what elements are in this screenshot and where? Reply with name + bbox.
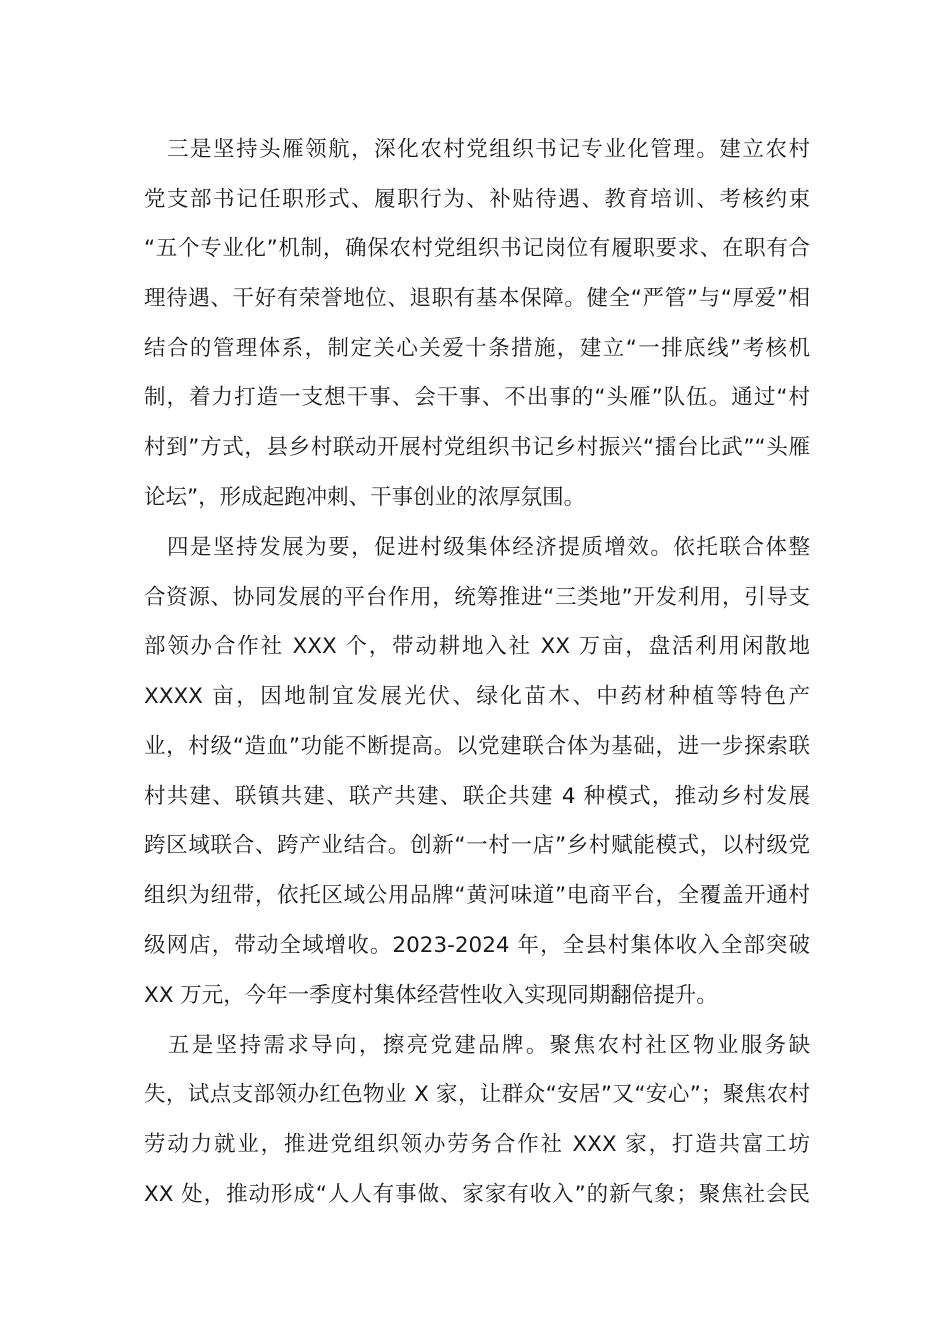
text-line: 跨区域联合、跨产业结合。创新“一村一店”乡村赋能模式，以村级党 [144,833,810,858]
text-line: 村到”方式，县乡村联动开展村党组织书记乡村振兴“擂台比武”“头雁 [144,435,810,460]
text-line: XX 处，推动形成“人人有事做、家家有收入”的新气象；聚焦社会民 [144,1182,810,1207]
text-line: 合资源、协同发展的平台作用，统筹推进“三类地”开发利用，引导支 [144,585,810,610]
text-line: XXXX 亩，因地制宜发展光伏、绿化苗木、中药材种植等特色产 [144,684,810,709]
text-line: 部领办合作社 XXX 个，带动耕地入社 XX 万亩，盘活利用闲散地 [144,634,810,659]
text-line: 业，村级“造血”功能不断提高。以党建联合体为基础，进一步探索联 [144,734,810,759]
text-line: 三是坚持头雁领航，深化农村党组织书记专业化管理。建立农村 [144,137,810,162]
text-line: 失，试点支部领办红色物业 X 家，让群众“安居”又“安心”；聚焦农村 [144,1082,810,1107]
text-line: 村共建、联镇共建、联产共建、联企共建 4 种模式，推动乡村发展 [144,784,810,809]
text-line: 理待遇、干好有荣誉地位、退职有基本保障。健全“严管”与“厚爱”相 [144,286,810,311]
text-line: 论坛”，形成起跑冲刺、干事创业的浓厚氛围。 [144,485,586,510]
text-line: 劳动力就业，推进党组织领办劳务合作社 XXX 家，打造共富工坊 [144,1132,810,1157]
text-line: 党支部书记任职形式、履职行为、补贴待遇、教育培训、考核约束 [144,187,810,212]
text-line: 制，着力打造一支想干事、会干事、不出事的“头雁”队伍。通过“村 [144,385,810,410]
text-line: 组织为纽带，依托区域公用品牌“黄河味道”电商平台，全覆盖开通村 [144,883,810,908]
text-line: 结合的管理体系，制定关心关爱十条措施，建立“一排底线”考核机 [144,336,810,361]
text-line: 五是坚持需求导向，擦亮党建品牌。聚焦农村社区物业服务缺 [144,1033,810,1058]
text-line: XX 万元，今年一季度村集体经营性收入实现同期翻倍提升。 [144,983,718,1008]
text-line: “五个专业化”机制，确保农村党组织书记岗位有履职要求、在职有合 [144,236,810,261]
text-line: 级网店，带动全域增收。2023-2024 年，全县村集体收入全部突破 [144,933,810,958]
text-line: 四是坚持发展为要，促进村级集体经济提质增效。依托联合体整 [144,535,810,560]
